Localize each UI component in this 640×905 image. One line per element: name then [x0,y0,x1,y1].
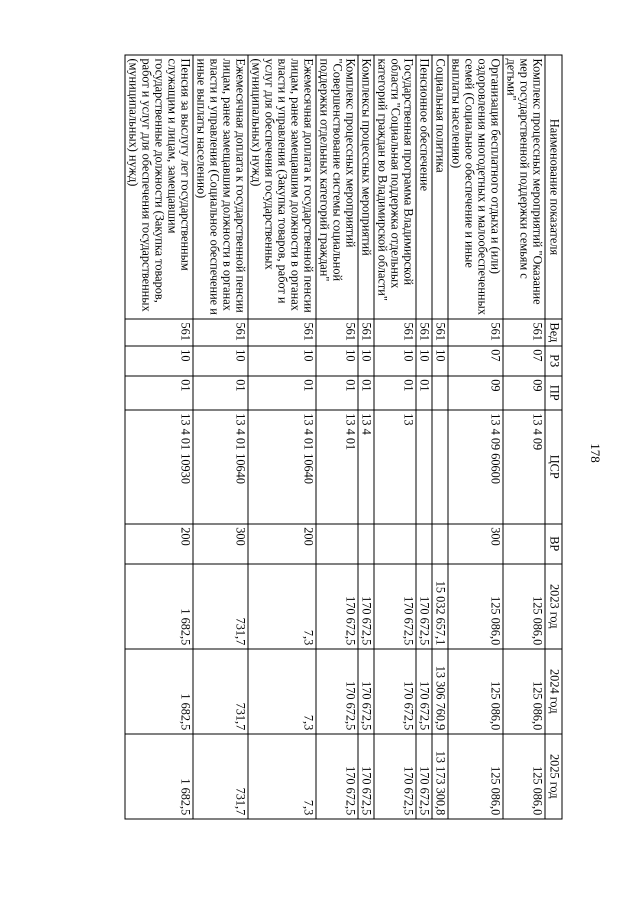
cell-pr: 01 [193,376,248,410]
header-rz: РЗ [545,346,562,376]
cell-pr: 01 [416,376,432,410]
cell-2025: 170 672,5 [316,734,358,819]
cell-2024: 13 306 760,9 [432,649,448,734]
cell-rz: 10 [358,346,374,376]
cell-2023: 170 672,5 [358,564,374,649]
cell-csr [432,410,448,524]
cell-2024: 170 672,5 [358,649,374,734]
cell-vr [374,524,416,564]
cell-csr: 13 4 [358,410,374,524]
table-header-row [545,55,562,819]
cell-csr [416,410,432,524]
cell-2024: 170 672,5 [374,649,416,734]
table-row [125,55,193,819]
cell-rz: 10 [125,346,193,376]
cell-name: Комплексы процессных мероприятий [358,55,374,319]
cell-2025: 731,7 [193,734,248,819]
cell-ved: 561 [193,319,248,346]
cell-vr [432,524,448,564]
cell-ved: 561 [125,319,193,346]
cell-name: Организация бесплатного отдыха и (или) оздоровления многодетных и малообеспеченных семей (Социальное обеспечение и иные выплаты населению) [448,55,503,319]
cell-name: Комплекс процессных мероприятий "Совершенствование системы социальной поддержки отдельных категорий граждан" [316,55,358,319]
cell-ved: 561 [448,319,503,346]
cell-vr [316,524,358,564]
cell-ved: 561 [374,319,416,346]
cell-2023: 125 086,0 [448,564,503,649]
cell-rz: 10 [193,346,248,376]
cell-rz: 10 [316,346,358,376]
cell-ved: 561 [503,319,545,346]
cell-2023: 125 086,0 [503,564,545,649]
cell-pr: 09 [503,376,545,410]
header-2024: 2024 год [545,649,562,734]
cell-ved: 561 [432,319,448,346]
cell-pr: 01 [125,376,193,410]
cell-ved: 561 [316,319,358,346]
cell-2024: 125 086,0 [503,649,545,734]
cell-csr: 13 [374,410,416,524]
cell-name: Комплекс процессных мероприятий "Оказание мер государственной поддержки семьям с детьми" [503,55,545,319]
cell-ved: 561 [358,319,374,346]
header-2025: 2025 год [545,734,562,819]
cell-rz: 10 [432,346,448,376]
cell-pr: 01 [316,376,358,410]
table-row [193,55,248,819]
cell-csr: 13 4 09 60600 [448,410,503,524]
cell-rz: 10 [416,346,432,376]
cell-2023: 170 672,5 [416,564,432,649]
cell-csr: 13 4 01 10640 [248,410,316,524]
cell-vr [358,524,374,564]
cell-csr: 13 4 01 10640 [193,410,248,524]
header-csr: ЦСР [545,410,562,524]
header-2023: 2023 год [545,564,562,649]
cell-csr: 13 4 09 [503,410,545,524]
cell-rz: 07 [448,346,503,376]
cell-vr: 200 [125,524,193,564]
cell-name: Ежемесячная доплата к государственной пенсии лицам, ранее замещавшим должности в органах власти и управления (Закупка товаров, работ и услуг для обеспечения государственных (муниципальных) нужд) [248,55,316,319]
cell-csr: 13 4 01 10930 [125,410,193,524]
cell-2024: 125 086,0 [448,649,503,734]
cell-2023: 170 672,5 [316,564,358,649]
table-row [316,55,358,819]
table-row [374,55,416,819]
table-row [248,55,316,819]
cell-vr [416,524,432,564]
cell-vr: 200 [248,524,316,564]
cell-ved: 561 [416,319,432,346]
cell-2024: 170 672,5 [416,649,432,734]
cell-name: Социальная политика [432,55,448,319]
rotated-document [1,0,640,905]
cell-pr: 01 [358,376,374,410]
cell-2025: 125 086,0 [503,734,545,819]
cell-vr [503,524,545,564]
cell-pr: 01 [374,376,416,410]
cell-2023: 1 682,5 [125,564,193,649]
cell-2025: 170 672,5 [358,734,374,819]
cell-rz: 10 [374,346,416,376]
cell-pr: 01 [248,376,316,410]
cell-2024: 731,7 [193,649,248,734]
cell-2025: 170 672,5 [374,734,416,819]
table-row [432,55,448,819]
cell-vr: 300 [193,524,248,564]
cell-name: Государственная программа Владимирской области "Социальная поддержка отдельных категорий граждан во Владимирской области" [374,55,416,319]
cell-vr: 300 [448,524,503,564]
cell-2025: 1 682,5 [125,734,193,819]
cell-2023: 15 032 657,1 [432,564,448,649]
cell-pr: 09 [448,376,503,410]
cell-2025: 7,3 [248,734,316,819]
cell-pr [432,376,448,410]
header-ved: Вед [545,319,562,346]
cell-2023: 731,7 [193,564,248,649]
table-row [416,55,432,819]
header-vr: ВР [545,524,562,564]
table-row [358,55,374,819]
cell-name: Пенсионное обеспечение [416,55,432,319]
cell-2023: 170 672,5 [374,564,416,649]
cell-rz: 10 [248,346,316,376]
cell-2024: 170 672,5 [316,649,358,734]
cell-ved: 561 [248,319,316,346]
cell-2023: 7,3 [248,564,316,649]
header-name: Наименование показателя [545,55,562,319]
table-row [448,55,503,819]
table-row [503,55,545,819]
page-number: 178 [587,443,603,463]
cell-csr: 13 4 01 [316,410,358,524]
cell-name: Пенсия за выслугу лет государственным служащим и лицам, замещавшим государственные должности (Закупка товаров, работ и услуг для обеспечения государственных (муниципальных) нужд) [125,55,193,319]
cell-rz: 07 [503,346,545,376]
cell-2025: 170 672,5 [416,734,432,819]
header-pr: ПР [545,376,562,410]
cell-2024: 7,3 [248,649,316,734]
cell-2025: 125 086,0 [448,734,503,819]
cell-2024: 1 682,5 [125,649,193,734]
budget-table [125,55,563,820]
cell-2025: 13 173 300,8 [432,734,448,819]
cell-name: Ежемесячная доплата к государственной пенсии лицам, ранее замещавшим должности в органах власти и управления (Социальное обеспечение и иные выплаты населению) [193,55,248,319]
